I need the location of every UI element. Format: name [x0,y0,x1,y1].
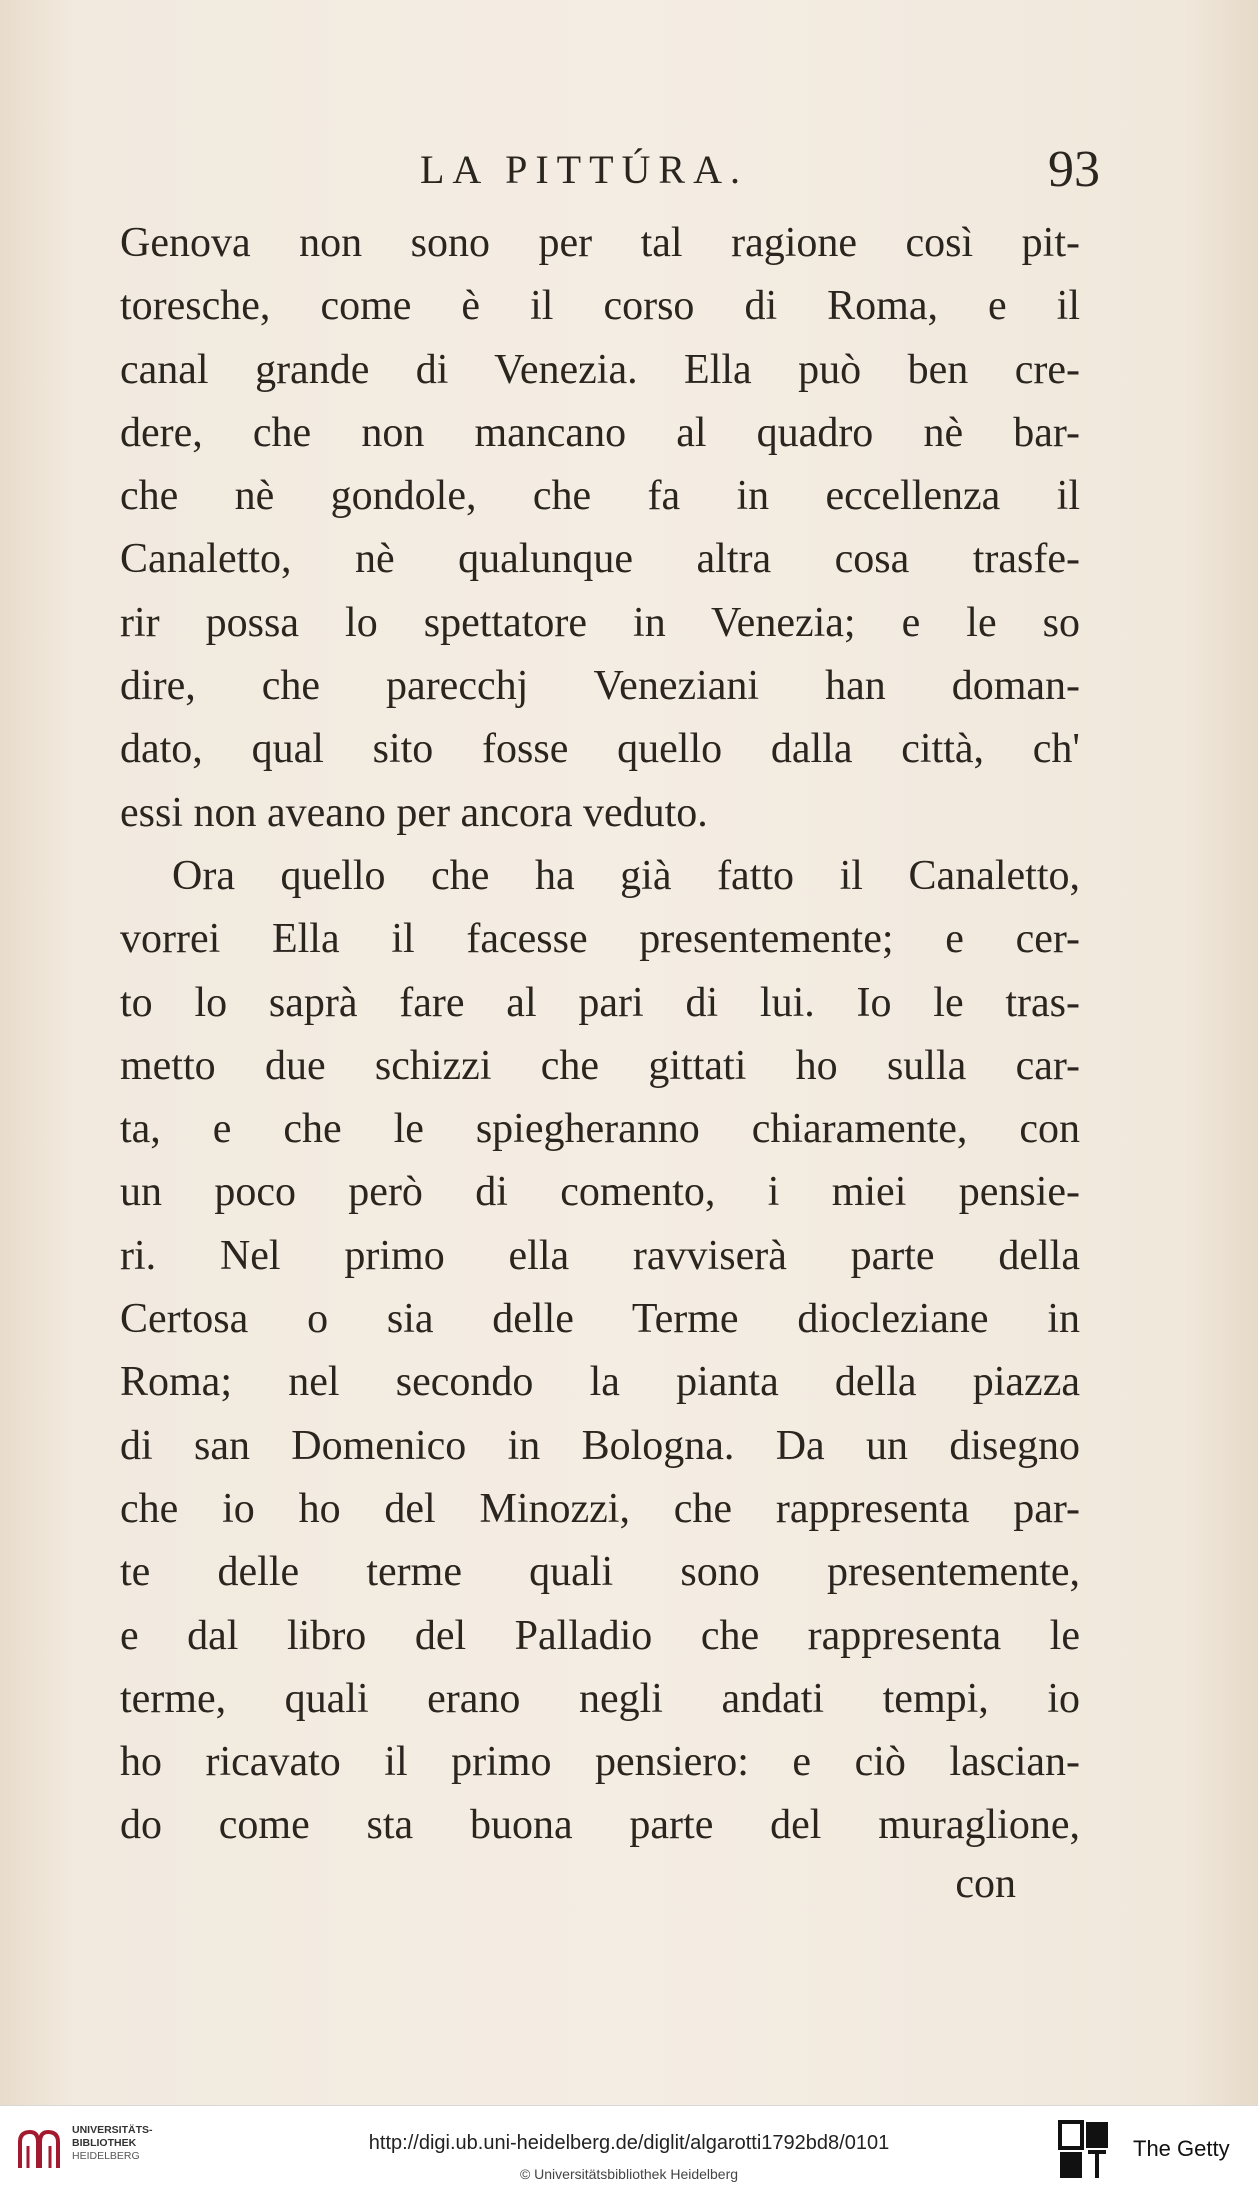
text-line: ho ricavato il primo pensiero: e ciò lascian- [120,1739,1080,1786]
text-line: Canaletto, nè qualunque altra cosa trasfe- [120,536,1080,583]
page-number: 93 [1048,141,1100,198]
text-line: ri. Nel primo ella ravviserà parte della [120,1232,1080,1279]
text-line: metto due schizzi che gittati ho sulla car- [120,1042,1080,1089]
text-line: essi non aveano per ancora veduto. [120,789,708,836]
text-line: di san Domenico in Bologna. Da un disegno [120,1422,1080,1469]
text-line: te delle terme quali sono presentemente, [120,1549,1080,1596]
getty-logo-icon [1058,2120,1110,2180]
text-line: rir possa lo spettatore in Venezia; e le so [120,599,1080,646]
text-line: un poco però di comento, i miei pensie- [120,1169,1080,1216]
library-name-line2: BIBLIOTHEK [72,2137,137,2149]
text-line: che io ho del Minozzi, che rappresenta par- [120,1485,1080,1532]
body-text [120,212,1080,1858]
text-line: terme, quali erano negli andati tempi, io [120,1675,1080,1722]
text-line: Roma; nel secondo la pianta della piazza [120,1359,1080,1406]
text-line: toresche, come è il corso di Roma, e il [120,283,1080,330]
text-line: ta, e che le spiegheranno chiaramente, con [120,1106,1080,1153]
copyright-notice: © Universitätsbibliothek Heidelberg [519,2166,739,2182]
text-line: Genova non sono per tal ragione così pit- [120,220,1080,266]
text-line: vorrei Ella il facesse presentemente; e cer- [120,916,1080,963]
catchword: con [955,1861,1016,1907]
text-line: do come sta buona parte del muraglione, [120,1802,1080,1849]
viewer-footer [0,2105,1258,2194]
library-name-line1: UNIVERSITÄTS- [72,2124,153,2136]
text-line: dere, che non mancano al quadro nè bar- [120,409,1080,456]
running-title: LA PITTÚRA. [420,147,748,192]
text-line: Certosa o sia delle Terme diocleziane in [120,1296,1080,1343]
text-line: Ora quello che ha già fatto il Canaletto, [172,852,1080,899]
page-header [120,140,1100,210]
permalink-url[interactable]: http://digi.ub.uni-heidelberg.de/diglit/algarotti1792bd8/0101 [368,2132,890,2154]
text-line: dato, qual sito fosse quello dalla città, ch' [120,726,1080,773]
library-name-line3: HEIDELBERG [72,2150,140,2162]
text-line: to lo saprà fare al pari di lui. Io le tras- [120,979,1080,1026]
text-line: che nè gondole, che fa in eccellenza il [120,473,1080,520]
text-line: dire, che parecchj Veneziani han doman- [120,663,1080,710]
partner-name: The Getty [1133,2136,1230,2161]
text-line: e dal libro del Palladio che rappresenta le [120,1612,1080,1659]
text-line: canal grande di Venezia. Ella può ben cre- [120,346,1080,393]
